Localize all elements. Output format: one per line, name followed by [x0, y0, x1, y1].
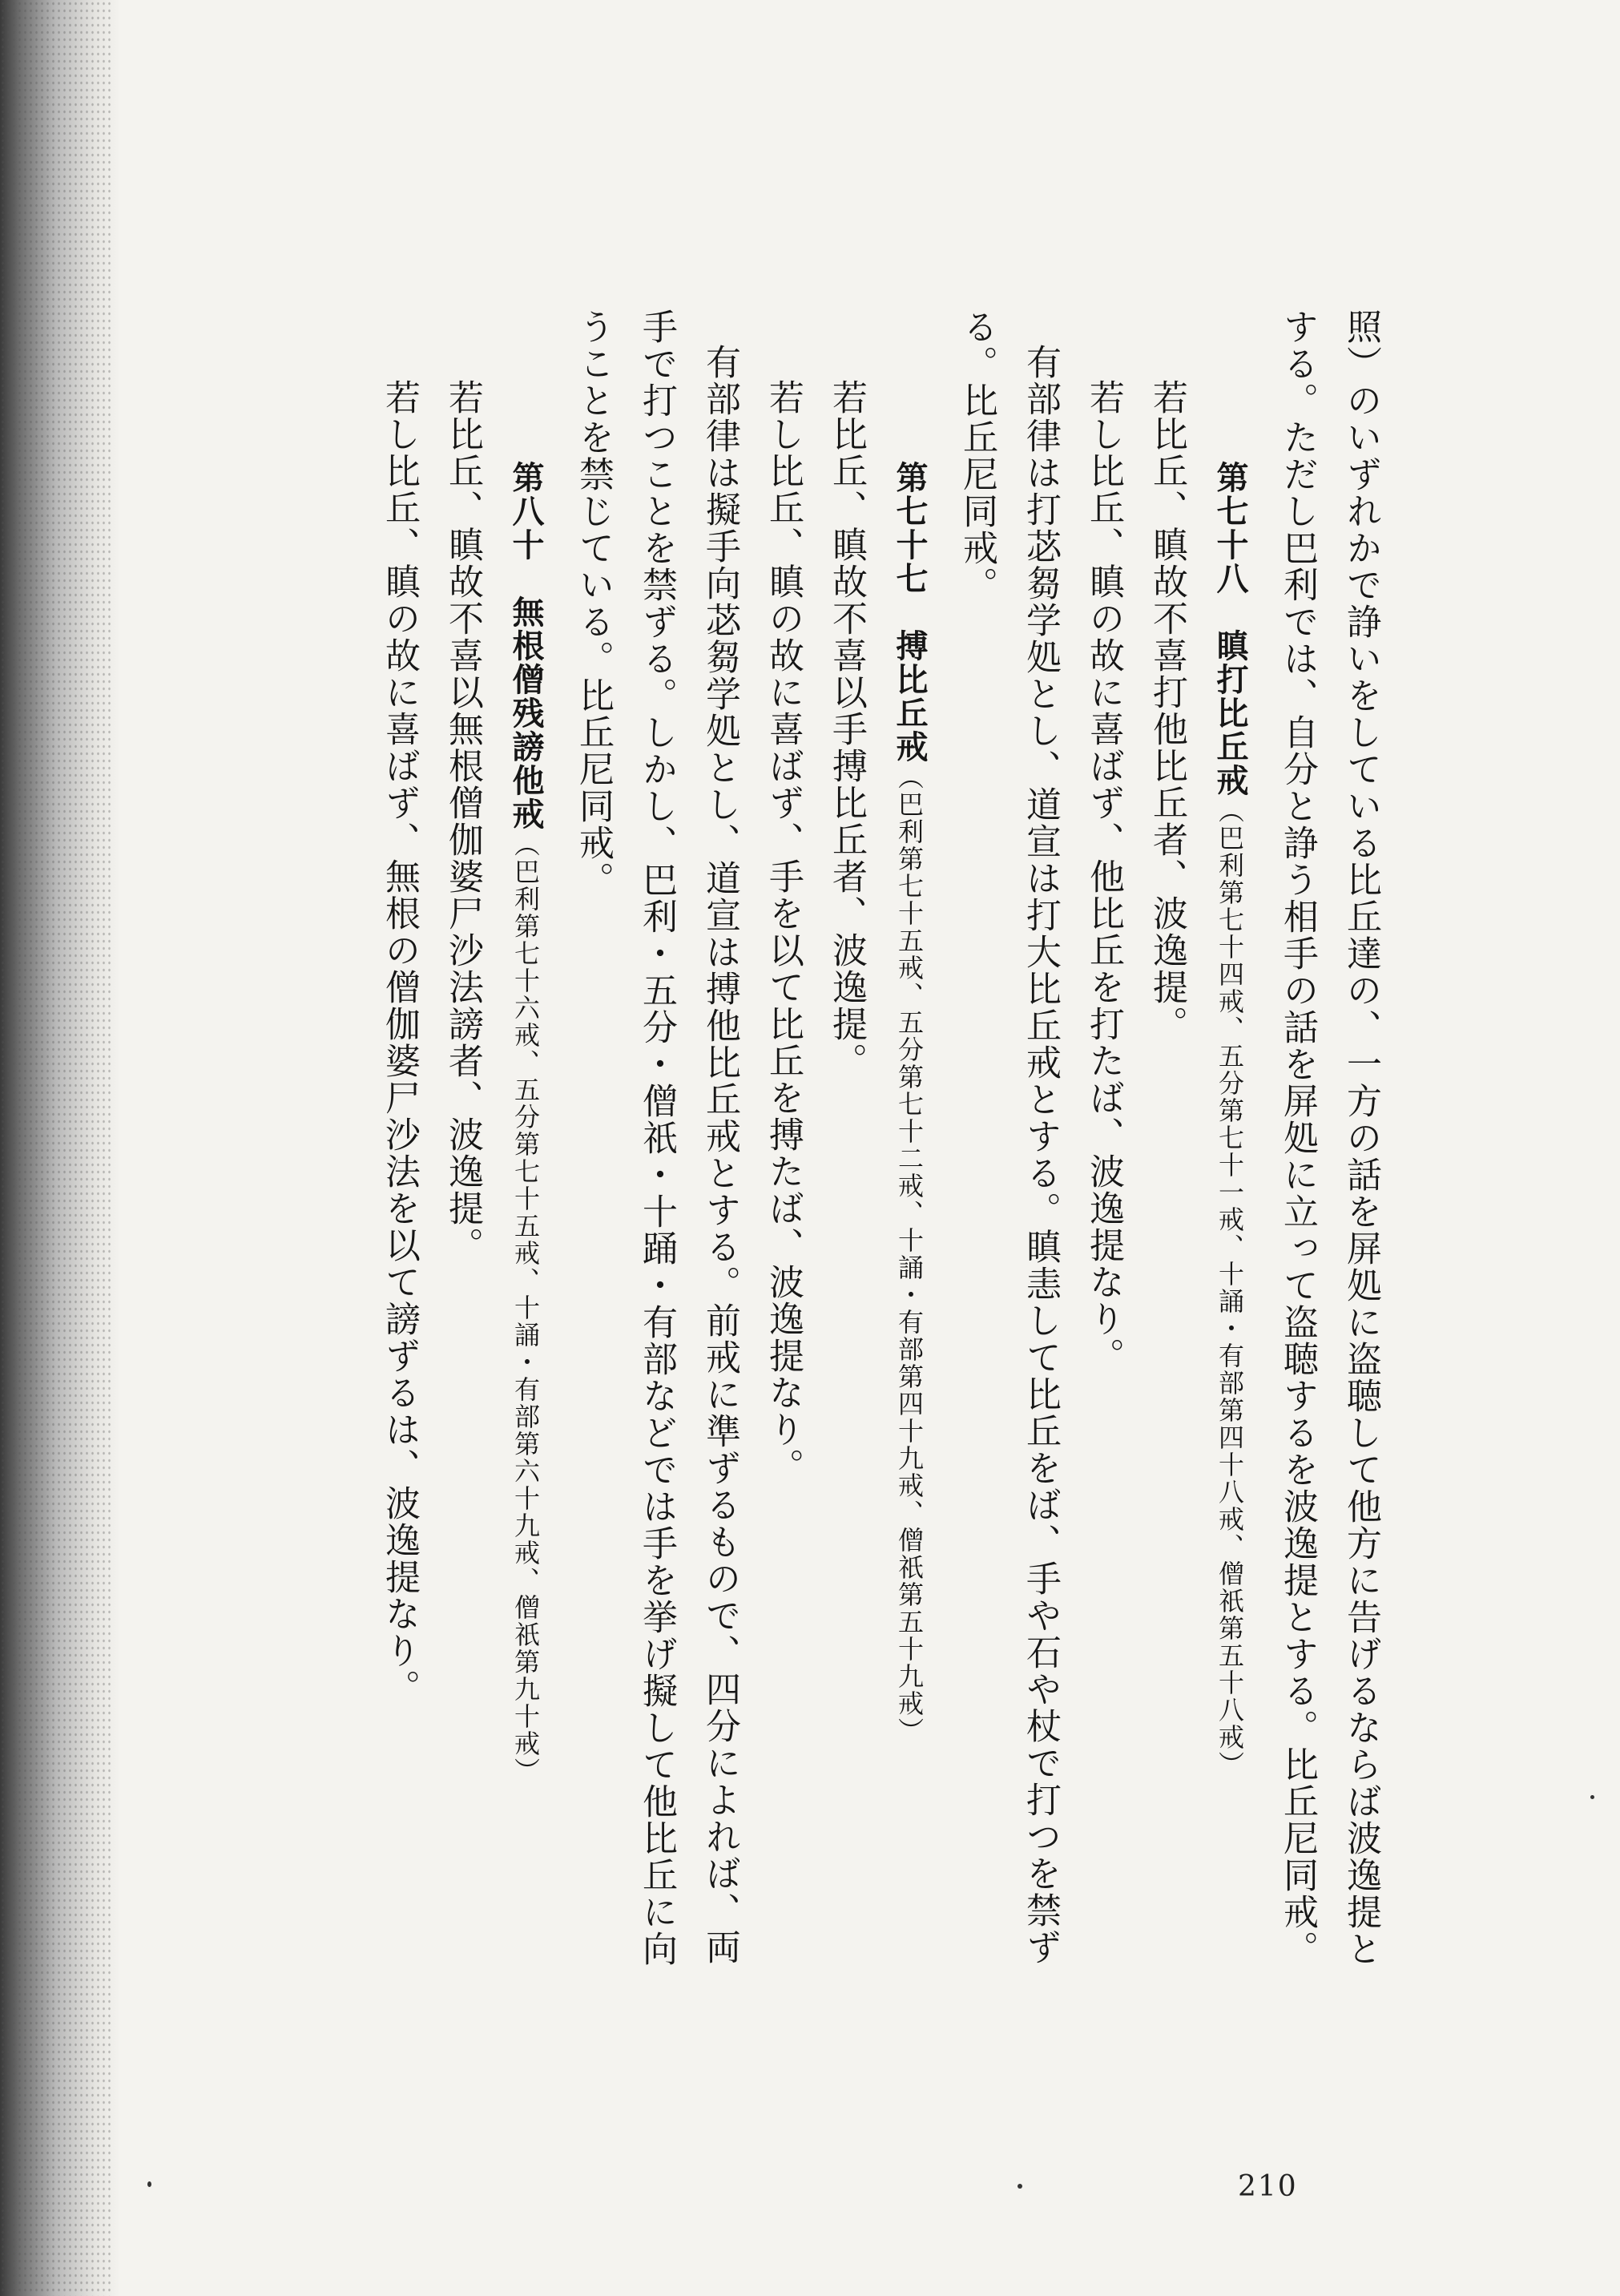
precept-quote-78: 若比丘、瞋故不喜打他比丘者、波逸提。 — [1146, 379, 1187, 1043]
body-column-1: 照）のいずれかで諍いをしている比丘達の、一方の話を屏処に盗聴して他方に告げるならば波逸提と — [1340, 309, 1381, 1967]
precept-title: 第七十八 瞋打比丘戒 — [1211, 461, 1248, 797]
precept-reading-80: 若し比丘、瞋の故に喜ばず、無根の僧伽婆尸沙法を以て謗ずるは、波逸提なり。 — [379, 379, 420, 1706]
commentary-column-78b: る。比丘尼同戒。 — [957, 309, 997, 603]
precept-quote-77: 若比丘、瞋故不喜以手搏比丘者、波逸提。 — [826, 379, 867, 1079]
vertical-text-block — [192, 309, 1381, 2112]
precept-reading-78: 若し比丘、瞋の故に喜ばず、他比丘を打たば、波逸提なり。 — [1083, 379, 1124, 1374]
commentary-column-78a: 有部律は打苾芻学処とし、道宣は打大比丘戒とする。瞋恚して比丘をば、手や石や杖で打つを禁ず — [1020, 344, 1061, 1966]
scan-speck — [1018, 2184, 1022, 2189]
commentary-column-77b: 手で打つことを禁ずる。しかし、巴利・五分・僧祇・十踊・有部などでは手を挙げ擬して他比丘に向 — [636, 309, 677, 1967]
scan-speck — [147, 2181, 151, 2187]
commentary-column-77c: うことを禁じている。比丘尼同戒。 — [573, 309, 614, 898]
precept-reading-77: 若し比丘、瞋の故に喜ばず、手を以て比丘を搏たば、波逸提なり。 — [763, 379, 804, 1485]
precept-title: 第八十 無根僧残謗他戒 — [507, 461, 544, 831]
scan-gutter-noise — [0, 0, 112, 2296]
page-number: 210 — [1238, 2170, 1298, 2203]
body-column-2: する。ただし巴利では、自分と諍う相手の話を屏処に立って盗聴するを波逸提とする。比丘尼同戒。 — [1277, 309, 1318, 1967]
precept-note: （巴利第七十六戒、五分第七十五戒、十誦・有部第六十九戒、僧祇第九十戒） — [510, 831, 541, 1785]
precept-note: （巴利第七十四戒、五分第七十一戒、十誦・有部第四十八戒、僧祇第五十八戒） — [1215, 797, 1245, 1778]
precept-heading-77 — [892, 309, 927, 2112]
precept-title: 第七十七 搏比丘戒 — [891, 461, 928, 764]
precept-heading-78 — [1212, 309, 1247, 2112]
precept-heading-80 — [508, 309, 543, 2112]
scan-speck — [1590, 1795, 1594, 1799]
precept-note: （巴利第七十五戒、五分第七十二戒、十誦・有部第四十九戒、僧祇第五十九戒） — [894, 764, 925, 1745]
precept-quote-80: 若比丘、瞋故不喜以無根僧伽婆尸沙法謗者、波逸提。 — [442, 379, 483, 1264]
commentary-column-77a: 有部律は擬手向苾芻学処とし、道宣は搏他比丘戒とする。前戒に準ずるもので、四分によれば、両 — [699, 344, 740, 1966]
